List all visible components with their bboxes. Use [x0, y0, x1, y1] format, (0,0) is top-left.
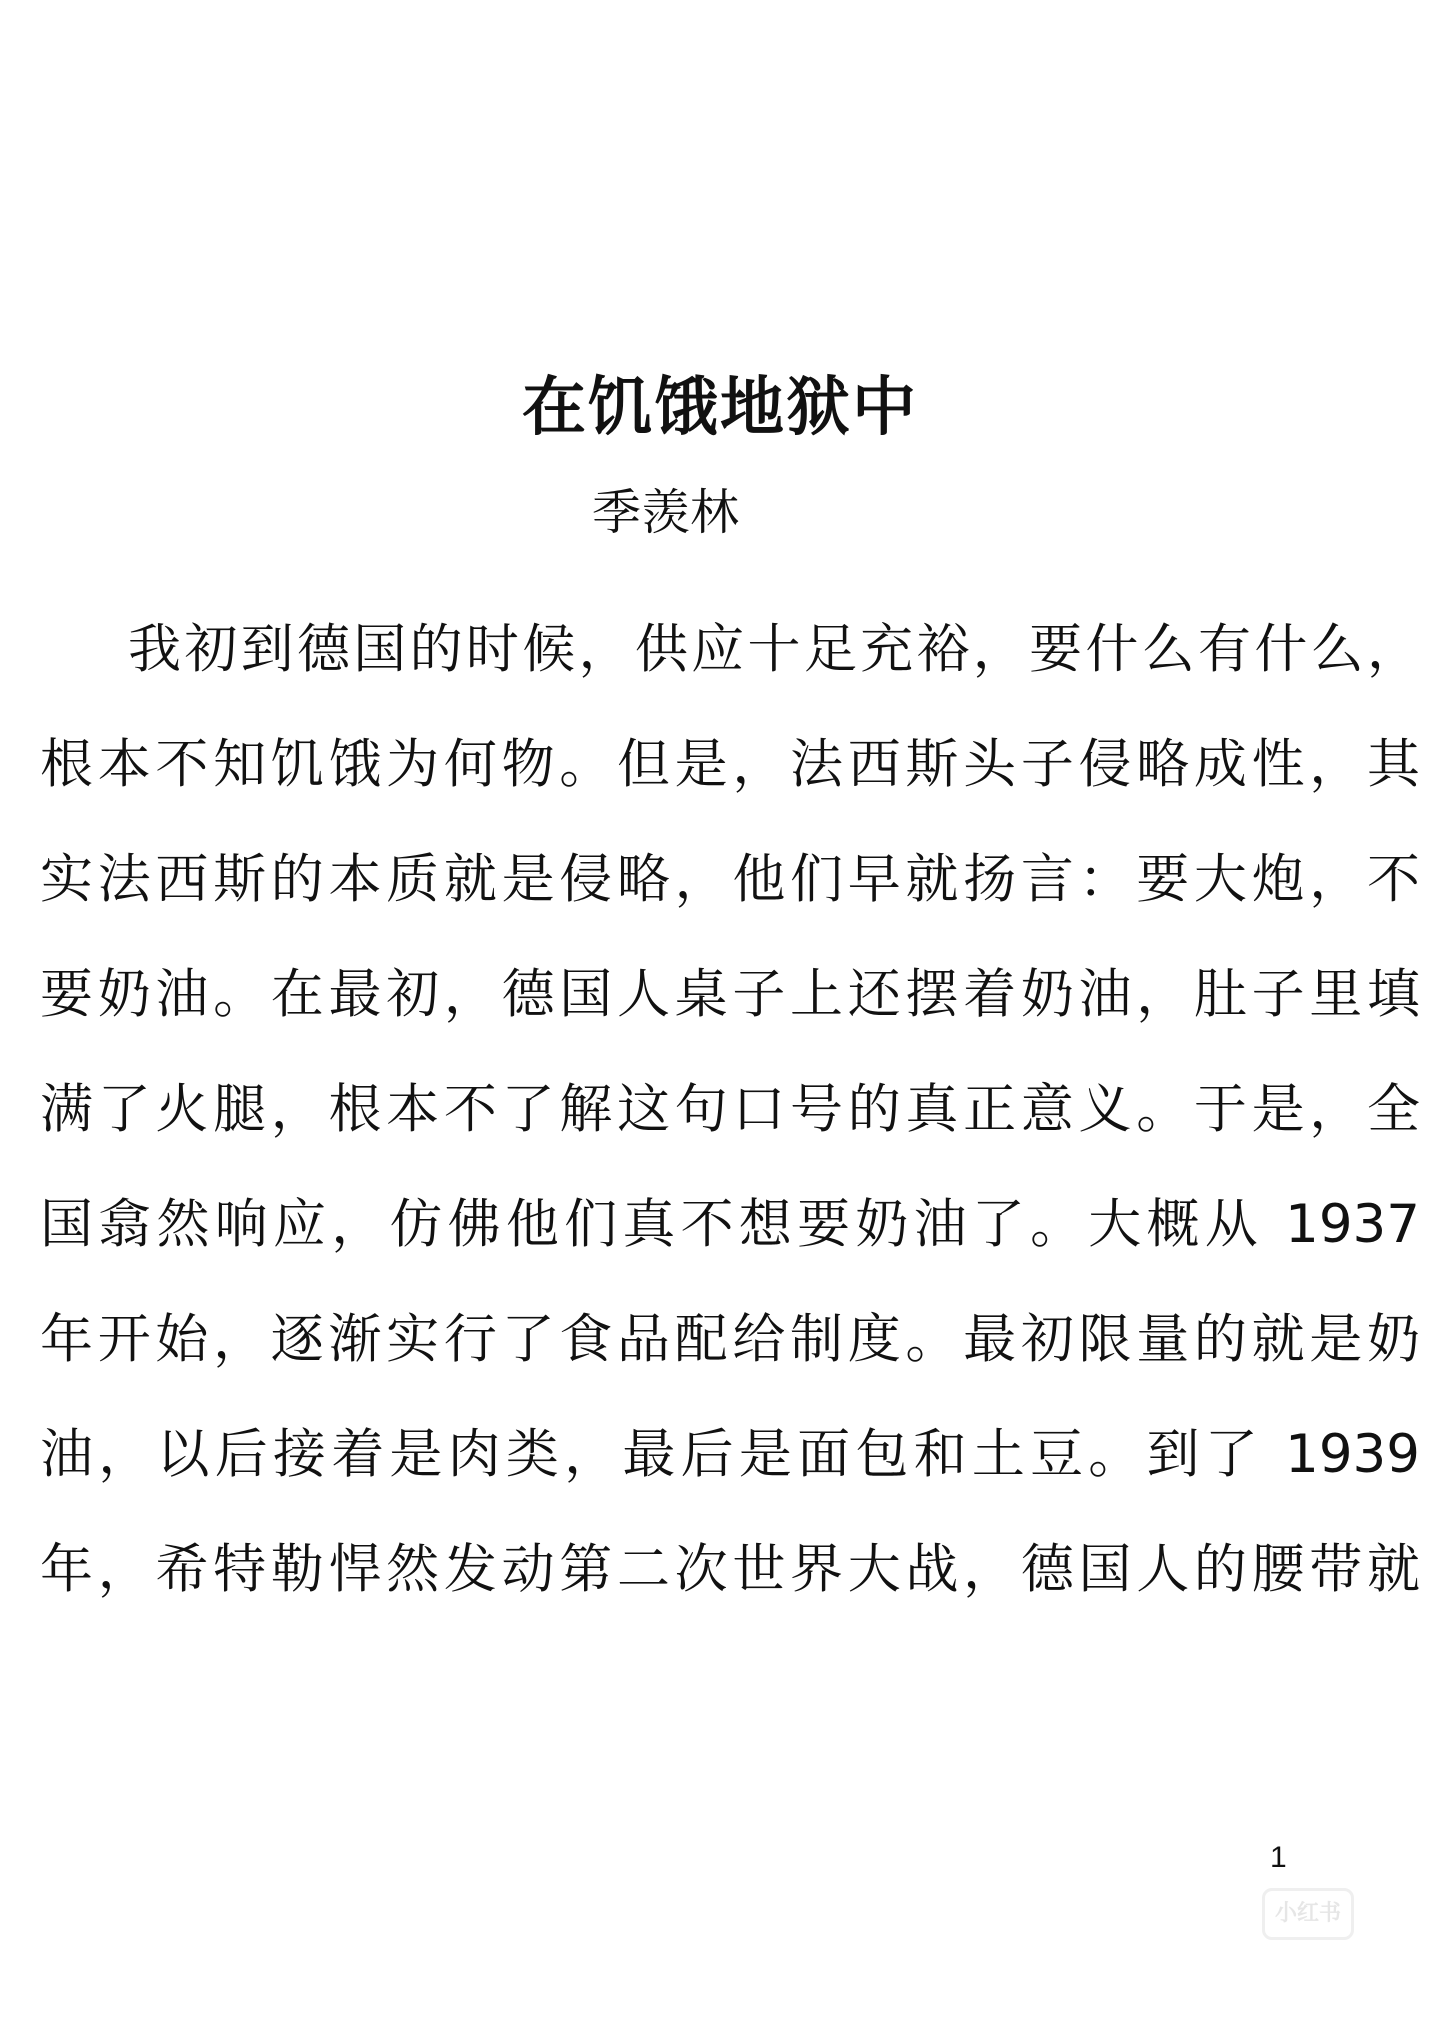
paragraph-line: 实法西斯的本质就是侵略，他们早就扬言：要大炮，不 [40, 849, 1420, 910]
document-title: 在饥饿地狱中 [522, 371, 918, 445]
paragraph-line: 满了火腿，根本不了解这句口号的真正意义。于是，全 [40, 1079, 1420, 1140]
paragraph-line: 油，以后接着是肉类，最后是面包和土豆。到了 1939 [40, 1424, 1420, 1485]
paragraph-line: 要奶油。在最初，德国人桌子上还摆着奶油，肚子里填 [40, 964, 1420, 1025]
paragraph-line: 年开始，逐渐实行了食品配给制度。最初限量的就是奶 [40, 1309, 1420, 1370]
paragraph-line: 我初到德国的时候，供应十足充裕，要什么有什么， [128, 619, 1420, 680]
body-text [40, 592, 1420, 1627]
paragraph-line: 国翕然响应，仿佛他们真不想要奶油了。大概从 1937 [40, 1194, 1420, 1255]
watermark-logo: 小红书 [1262, 1888, 1354, 1940]
paragraph-line: 根本不知饥饿为何物。但是，法西斯头子侵略成性，其 [40, 734, 1420, 795]
page-number: 1 [1270, 1841, 1287, 1874]
paragraph-line: 年，希特勒悍然发动第二次世界大战，德国人的腰带就 [40, 1539, 1420, 1600]
author-name: 季羡林 [592, 484, 740, 541]
